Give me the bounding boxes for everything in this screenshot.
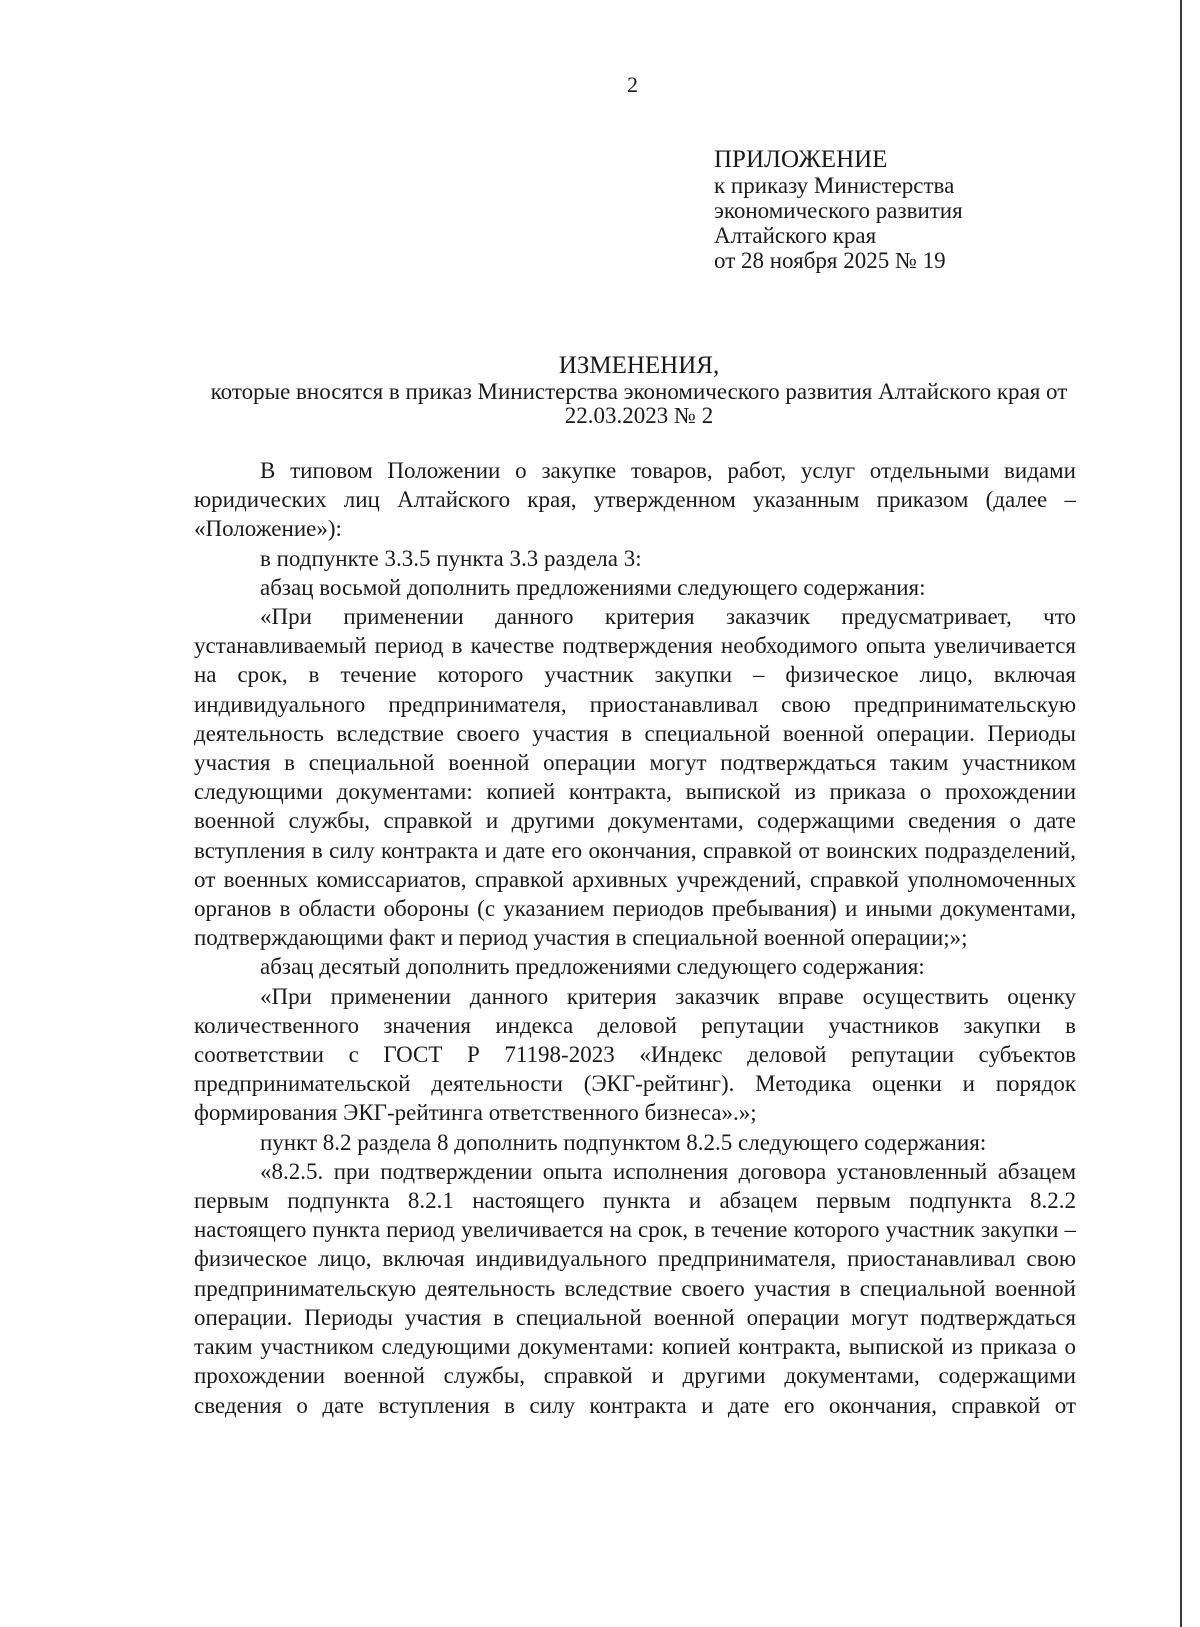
body-paragraph: в подпункте 3.3.5 пункта 3.3 раздела 3: — [260, 545, 642, 571]
heading-title: ИЗМЕНЕНИЯ, — [558, 352, 720, 379]
page-number: 2 — [627, 72, 638, 97]
body-paragraph: «При применении данного критерия заказчик вправе осуществить оценку количественного значения индекса деловой репутации участников закупки в соответствии с ГОСТ Р 71198-2023 «Индекс деловой репутации субъектов предпринимательской деятельности (ЭКГ-рейтинг). Методика оценки и порядок формирования ЭКГ-рейтинга ответственного бизнеса».»; — [194, 983, 1076, 1126]
appendix-line: Алтайского края — [714, 223, 877, 248]
body-paragraph: абзац восьмой дополнить предложениями следующего содержания: — [260, 574, 926, 600]
body-paragraph: пункт 8.2 раздела 8 дополнить подпунктом 8.2.5 следующего содержания: — [260, 1129, 987, 1155]
appendix-line: экономического развития — [714, 198, 963, 223]
appendix-title: ПРИЛОЖЕНИЕ — [714, 146, 888, 173]
body-paragraph: абзац десятый дополнить предложениями следующего содержания: — [260, 954, 925, 980]
heading-subtitle: которые вносятся в приказ Министерства экономического развития Алтайского края от 22.03.2023 № 2 — [210, 379, 1068, 428]
scan-edge-line — [1180, 0, 1182, 1627]
body-paragraph: В типовом Положении о закупке товаров, работ, услуг отдельными видами юридических лиц Алтайского края, утвержденном указанным приказом (далее – «Положение»): — [194, 458, 1076, 542]
appendix-line: к приказу Министерства — [714, 173, 955, 198]
body-paragraph: «При применении данного критерия заказчик предусматривает, что устанавливаемый период в качестве подтверждения необходимого опыта увеличивается на срок, в течение которого участник закупки – физическое лицо, включая индивидуального предпринимателя, приостанавливал свою предпринимательскую деятельность вследствие своего участия в специальной военной операции. Периоды участия в специальной военной операции могут подтверждаться таким участником следующими документами: копией контракта, выпиской из приказа о прохождении военной службы, справкой и другими документами, содержащими сведения о дате вступления в силу контракта и дате его окончания, справкой от воинских подразделений, от военных комиссариатов, справкой архивных учреждений, справкой уполномоченных органов в области обороны (с указанием периодов пребывания) и иными документами, подтверждающими факт и период участия в специальной военной операции;»; — [194, 604, 1076, 951]
body-paragraph: «8.2.5. при подтверждении опыта исполнения договора установленный абзацем первым подпункта 8.2.1 настоящего пункта и абзацем первым подпункта 8.2.2 настоящего пункта период увеличивается на срок, в течение которого участник закупки – физическое лицо, включая индивидуального предпринимателя, приостанавливал свою предпринимательскую деятельность вследствие своего участия в специальной военной операции. Периоды участия в специальной военной операции могут подтверждаться таким участником следующими документами: копией контракта, выпиской из приказа о прохождении военной службы, справкой и другими документами, содержащими сведения о дате вступления в силу контракта и дате его окончания, справкой от — [194, 1158, 1076, 1418]
appendix-date-line: от 28 ноября 2025 № 19 — [714, 248, 946, 273]
document-body — [194, 456, 1076, 1420]
appendix-block — [714, 146, 963, 273]
document-heading — [194, 352, 1084, 428]
